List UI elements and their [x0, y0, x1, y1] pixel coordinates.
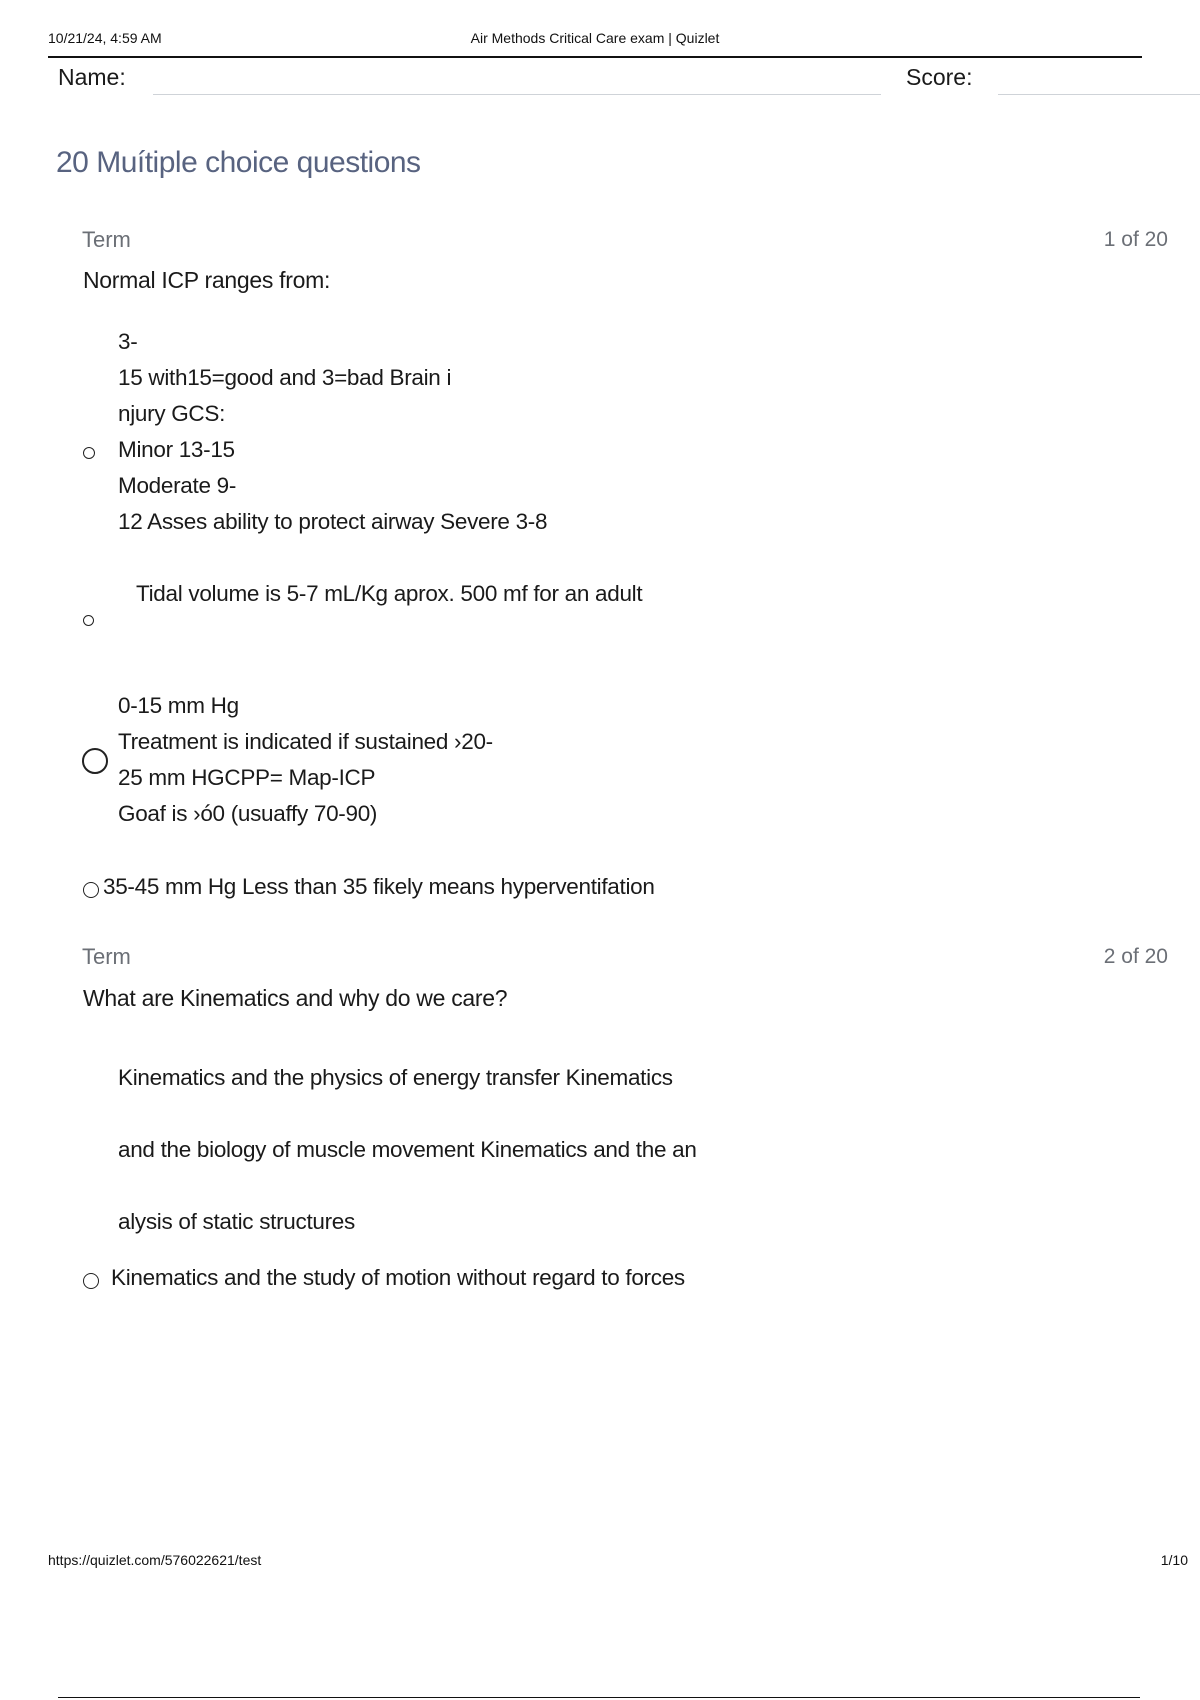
name-label: Name: [58, 64, 126, 90]
page-number: 1/10 [1160, 1552, 1188, 1568]
answer-option-text: 0-15 mm Hg Treatment is indicated if sustained ›20- 25 mm HGCPP= Map-ICP Goaf is ›ó0 (usuaffy 70-90) [118, 693, 493, 826]
score-field[interactable] [998, 94, 1200, 95]
radio-button[interactable] [83, 615, 94, 626]
print-url: https://quizlet.com/576022621/test [48, 1552, 262, 1568]
term-label: Term [82, 944, 131, 969]
name-score-row [58, 62, 1180, 102]
radio-button[interactable] [83, 1273, 99, 1289]
print-date: 10/21/24, 4:59 AM [48, 30, 162, 46]
question-prompt: Normal ICP ranges from: [83, 267, 331, 293]
answer-option-text: 3- 15 with15=good and 3=bad Brain i njury GCS: Minor 13-15 Moderate 9- 12 Asses ability to protect airway Severe 3-8 [118, 329, 548, 534]
score-label: Score: [906, 64, 973, 90]
answer-option-text: 35-45 mm Hg Less than 35 fikely means hyperventifation [103, 874, 655, 899]
section-title: 20 Muítiple choice questions [56, 146, 421, 179]
radio-button[interactable] [83, 447, 95, 459]
question-prompt: What are Kinematics and why do we care? [83, 985, 508, 1011]
question-counter: 1 of 20 [1103, 228, 1168, 251]
print-footer [48, 1552, 1188, 1568]
divider [58, 1697, 1140, 1698]
radio-button[interactable] [82, 748, 108, 774]
answer-option-text: Tidal volume is 5-7 mL/Kg aprox. 500 mf for an adult [136, 581, 643, 606]
name-field[interactable] [153, 94, 881, 95]
answer-option-text: Kinematics and the study of motion without regard to forces [111, 1265, 685, 1290]
question-counter: 2 of 20 [1103, 945, 1168, 968]
answer-option-text: Kinematics and the physics of energy transfer Kinematics and the biology of muscle movement Kinematics and the an alysis of static structures [118, 1065, 697, 1234]
print-title: Air Methods Critical Care exam | Quizlet [470, 30, 720, 46]
print-header [48, 30, 1142, 58]
radio-button[interactable] [83, 882, 99, 898]
term-label: Term [82, 227, 131, 252]
